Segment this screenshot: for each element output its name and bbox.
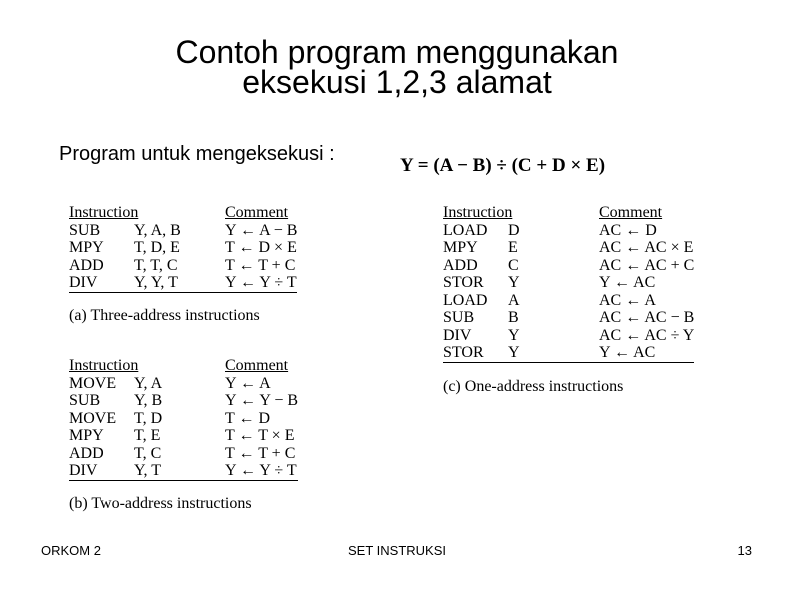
comment-cell: T ← T × E: [225, 427, 295, 444]
args-cell: T, D, E: [134, 239, 180, 256]
comment-header: Comment: [225, 357, 289, 374]
args-cell: D: [508, 221, 520, 239]
footer-center: SET INSTRUKSI: [347, 543, 446, 558]
instruction-header: Instruction: [69, 204, 139, 221]
args-cell: Y: [508, 274, 520, 291]
args-cell: C: [508, 256, 519, 274]
formula: Y = (A − B) ÷ (C + D × E): [400, 155, 606, 176]
two-address-caption: (b) Two-address instructions: [69, 495, 252, 512]
op-cell: MOVE: [69, 409, 117, 427]
args-cell: T, E: [134, 427, 161, 444]
args-cell: Y, A: [134, 374, 163, 392]
footer-left: ORKOM 2: [41, 543, 101, 558]
op-cell: SUB: [69, 392, 101, 409]
args-cell: Y, A, B: [134, 221, 181, 239]
comment-cell: AC ← A: [599, 291, 656, 309]
comment-cell: AC ← AC + C: [599, 256, 695, 274]
table-row: [443, 274, 694, 292]
table-row: [69, 222, 297, 240]
title-line-1: Contoh program menggunakan: [175, 34, 619, 70]
args-cell: T, T, C: [134, 256, 178, 274]
three-address-caption: (a) Three-address instructions: [69, 307, 260, 324]
comment-cell: T ← T + C: [225, 444, 296, 462]
comment-header: Comment: [225, 204, 289, 221]
instruction-header: Instruction: [443, 204, 513, 221]
op-cell: ADD: [69, 444, 104, 462]
comment-header: Comment: [599, 204, 663, 221]
three-address-table: [69, 204, 297, 293]
op-cell: SUB: [69, 221, 101, 239]
args-cell: E: [508, 239, 518, 256]
args-cell: Y: [508, 344, 599, 362]
footer-page-number: 13: [737, 543, 752, 558]
args-cell: A: [508, 291, 520, 309]
op-cell: DIV: [69, 462, 134, 480]
comment-cell: AC ← AC ÷ Y: [599, 326, 695, 344]
comment-cell: Y ← Y ÷ T: [225, 462, 297, 479]
comment-cell: AC ← D: [599, 221, 657, 239]
op-cell: LOAD: [443, 221, 488, 239]
table-row: [443, 292, 694, 310]
table-row: [69, 427, 298, 445]
comment-cell: Y ← Y ÷ T: [225, 274, 297, 291]
one-address-caption: (c) One-address instructions: [443, 378, 624, 395]
op-cell: MPY: [69, 427, 104, 444]
intro-label: Program untuk mengeksekusi :: [59, 143, 335, 165]
table-row: [69, 392, 298, 410]
comment-cell: Y ← Y − B: [225, 392, 299, 409]
comment-cell: T ← D: [225, 409, 271, 427]
op-cell: SUB: [443, 309, 475, 326]
one-address-table: [443, 204, 694, 363]
args-cell: Y, B: [134, 392, 163, 409]
table-row: [443, 309, 694, 327]
table-row: [443, 222, 694, 240]
op-cell: STOR: [443, 274, 484, 291]
comment-cell: T ← T + C: [225, 256, 296, 274]
comment-cell: Y ← AC: [599, 274, 656, 291]
comment-cell: AC ← AC − B: [599, 309, 695, 326]
op-cell: MOVE: [69, 374, 117, 392]
title-line-2: eksekusi 1,2,3 alamat: [242, 64, 552, 100]
comment-cell: T ← D × E: [225, 239, 297, 256]
op-cell: MPY: [443, 239, 478, 256]
args-cell: T, C: [134, 444, 162, 462]
op-cell: ADD: [443, 256, 478, 274]
table-row: [69, 274, 297, 292]
args-cell: B: [508, 309, 519, 326]
op-cell: DIV: [443, 326, 472, 344]
table-row: [69, 375, 298, 393]
args-cell: T, D: [134, 409, 163, 427]
comment-cell: Y ← A − B: [225, 221, 298, 239]
table-row: [443, 239, 694, 257]
table-row: [69, 462, 298, 480]
table-row: [69, 445, 298, 463]
op-cell: DIV: [69, 274, 134, 292]
two-address-table: [69, 357, 298, 481]
comment-cell: AC ← AC × E: [599, 239, 694, 256]
table-row: [443, 327, 694, 345]
table-row: [443, 257, 694, 275]
op-cell: MPY: [69, 239, 104, 256]
comment-cell: Y ← AC: [599, 344, 694, 362]
args-cell: Y, T: [134, 462, 225, 480]
table-row: [69, 257, 297, 275]
args-cell: Y: [508, 326, 520, 344]
table-row: [69, 410, 298, 428]
op-cell: ADD: [69, 256, 104, 274]
instruction-header: Instruction: [69, 357, 139, 374]
comment-cell: Y ← A: [225, 374, 271, 392]
table-row: [443, 344, 694, 362]
args-cell: Y, Y, T: [134, 274, 225, 292]
table-row: [69, 239, 297, 257]
slide-title: [0, 34, 794, 100]
op-cell: LOAD: [443, 291, 488, 309]
op-cell: STOR: [443, 344, 508, 362]
